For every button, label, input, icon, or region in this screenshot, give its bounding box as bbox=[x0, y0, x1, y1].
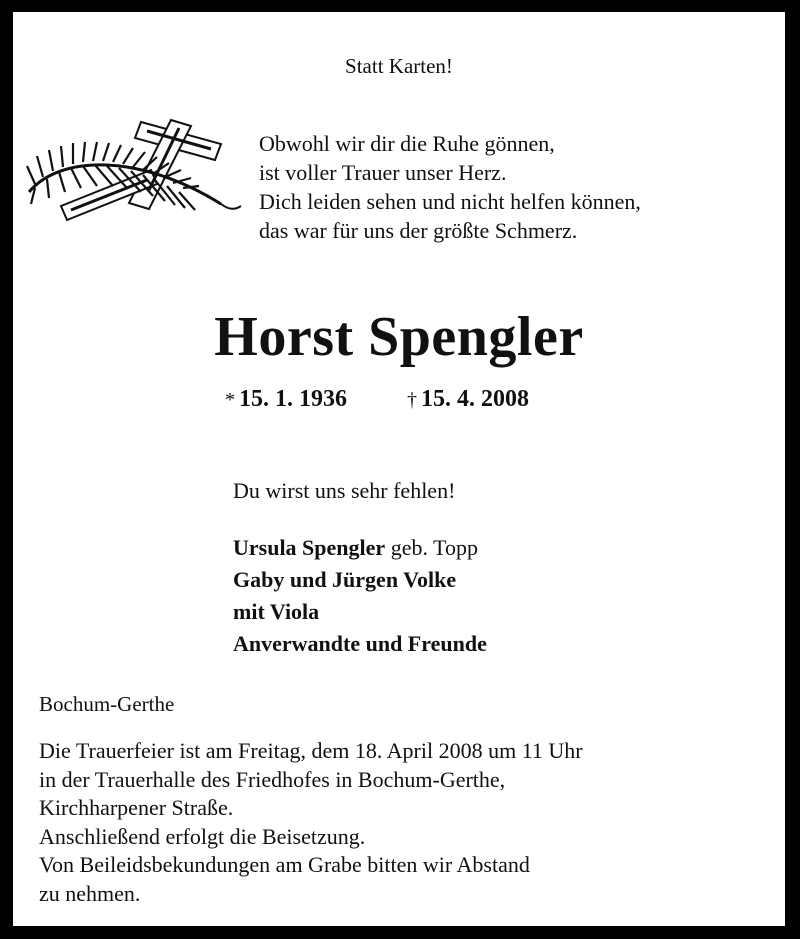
poem-line: Obwohl wir dir die Ruhe gönnen, bbox=[259, 131, 555, 156]
poem-line: Dich leiden sehen und nicht helfen können, bbox=[259, 189, 641, 214]
place: Bochum-Gerthe bbox=[39, 692, 175, 716]
death-date-group bbox=[407, 386, 529, 413]
life-dates bbox=[225, 386, 529, 413]
info-line: in der Trauerhalle des Friedhofes in Bochum-Gerthe, bbox=[39, 766, 506, 792]
info-line: Die Trauerfeier ist am Freitag, dem 18. April 2008 um 11 Uhr bbox=[39, 738, 583, 763]
poem-line: ist voller Trauer unser Herz. bbox=[259, 160, 507, 185]
mourner-name: mit Viola bbox=[233, 599, 320, 624]
poem bbox=[259, 129, 641, 245]
birth-star-icon: * bbox=[225, 389, 235, 411]
mourners-list bbox=[233, 532, 487, 660]
birth-date-group bbox=[225, 386, 347, 413]
mourner bbox=[233, 596, 487, 628]
mourner bbox=[233, 564, 487, 596]
deceased-name: Horst Spengler bbox=[214, 306, 584, 368]
info-line: zu nehmen. bbox=[39, 880, 141, 906]
mourner-name: Ursula Spengler bbox=[233, 535, 386, 560]
poem-line: das war für uns der größte Schmerz. bbox=[259, 218, 578, 243]
death-dagger-icon: † bbox=[407, 389, 417, 411]
mourner bbox=[233, 532, 487, 564]
funeral-info bbox=[39, 737, 583, 908]
birth-date: 15. 1. 1936 bbox=[239, 386, 347, 412]
info-line: Kirchharpener Straße. bbox=[39, 795, 234, 820]
death-date: 15. 4. 2008 bbox=[421, 386, 529, 412]
mourner-name: Anverwandte und Freunde bbox=[233, 631, 487, 656]
cross-with-palm-frond-icon bbox=[21, 114, 243, 224]
mourner-name: Gaby und Jürgen Volke bbox=[233, 567, 457, 592]
obituary-notice bbox=[13, 12, 785, 926]
farewell-line: Du wirst uns sehr fehlen! bbox=[233, 478, 456, 503]
mourner bbox=[233, 628, 487, 660]
info-line: Anschließend erfolgt die Beisetzung. bbox=[39, 823, 366, 849]
headline: Statt Karten! bbox=[345, 54, 453, 78]
info-line: Von Beileidsbekundungen am Grabe bitten wir Abstand bbox=[39, 852, 530, 877]
mourner-note: geb. Topp bbox=[385, 535, 478, 560]
